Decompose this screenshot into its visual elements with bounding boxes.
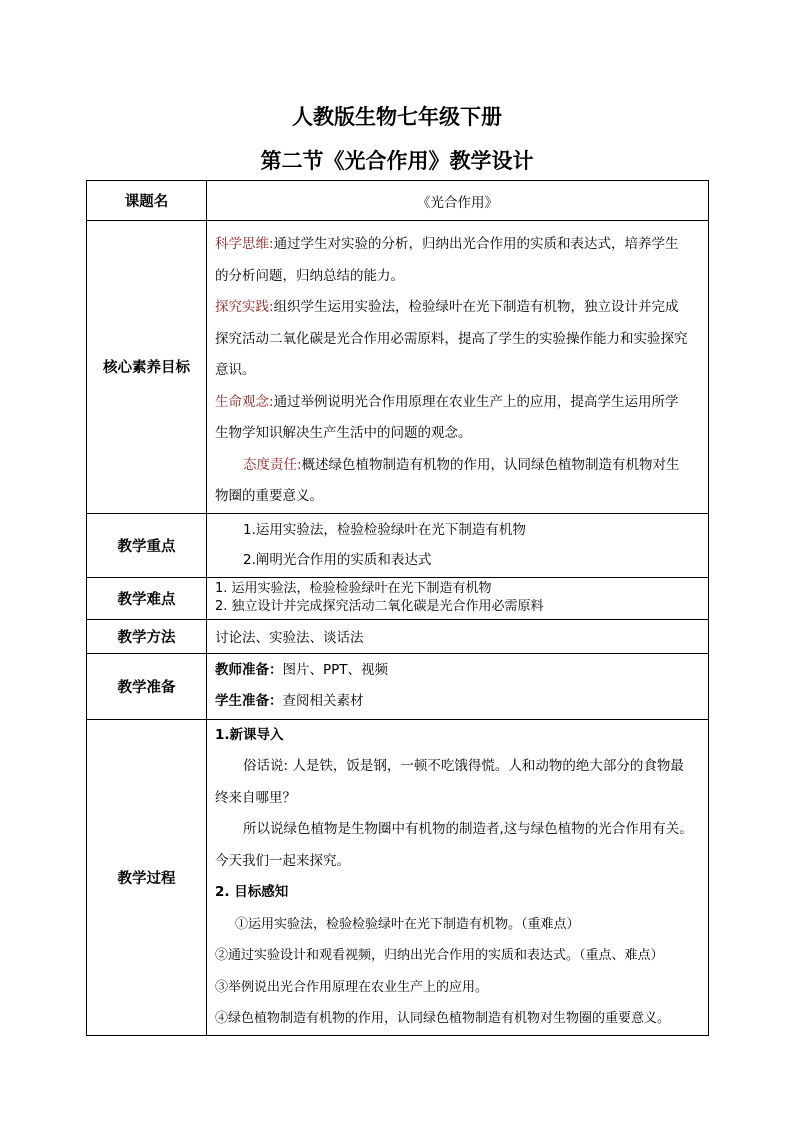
value-key-points bbox=[207, 513, 709, 577]
goal-2: ②通过实验设计和观看视频，归纳出光合作用的实质和表达式。（重点、难点） bbox=[215, 948, 664, 963]
key-point-2: 2.阐明光合作用的实质和表达式 bbox=[243, 552, 432, 568]
document-title: 人教版生物七年级下册 bbox=[292, 104, 502, 129]
goal-4: ④绿色植物制造有机物的作用，认同绿色植物制造有机物对生物圈的重要意义。 bbox=[215, 1011, 671, 1026]
core-item-thinking: 科学思维:通过学生对实验的分析，归纳出光合作用的实质和表达式，培养学生 的分析问题，归纳总结的能力。 bbox=[215, 236, 679, 284]
table-row-preparation bbox=[87, 653, 709, 719]
process-paragraph-2: 所以说绿色植物是生物圈中有机物的制造者,这与绿色植物的光合作用有关。 今天我们一起来探究。 bbox=[215, 821, 693, 869]
process-heading-goals: 2. 目标感知 bbox=[215, 884, 289, 900]
label-topic: 课题名 bbox=[87, 181, 207, 221]
key-point-1: 1.运用实验法，检验检验绿叶在光下制造有机物 bbox=[243, 522, 526, 538]
label-preparation: 教学准备 bbox=[87, 653, 207, 719]
label-key-points: 教学重点 bbox=[87, 513, 207, 577]
teacher-prep: 教师准备：图片、PPT、视频 bbox=[215, 662, 389, 678]
value-topic: 《光合作用》 bbox=[207, 181, 709, 221]
difficulty-1: 1. 运用实验法，检验检验绿叶在光下制造有机物 bbox=[215, 581, 492, 596]
value-process bbox=[207, 719, 709, 1035]
table-row-methods bbox=[87, 619, 709, 653]
table-row-key-points bbox=[87, 513, 709, 577]
student-prep: 学生准备：查阅相关素材 bbox=[215, 693, 364, 709]
process-paragraph-1: 俗话说: 人是铁，饭是钢，一顿不吃饿得慌。人和动物的绝大部分的食物最 终来自哪里？ bbox=[215, 758, 684, 806]
process-heading-intro: 1.新课导入 bbox=[215, 726, 284, 743]
value-methods: 讨论法、实验法、谈话法 bbox=[207, 619, 709, 653]
goal-3: ③举例说出光合作用原理在农业生产上的应用。 bbox=[215, 979, 489, 995]
goal-1: ①运用实验法，检验检验绿叶在光下制造有机物。（重难点） bbox=[235, 916, 580, 932]
value-preparation bbox=[207, 653, 709, 719]
document-subtitle: 第二节《光合作用》教学设计 bbox=[260, 148, 534, 173]
lesson-plan-table bbox=[86, 180, 709, 1036]
label-core: 核心素养目标 bbox=[87, 221, 207, 514]
label-difficulties: 教学难点 bbox=[87, 577, 207, 619]
core-item-practice: 探究实践:组织学生运用实验法，检验绿叶在光下制造有机物，独立设计并完成 探究活动二氧化碳是光合作用必需原料，提高了学生的实验操作能力和实验探究 意识。 bbox=[215, 299, 688, 378]
table-row-core bbox=[87, 221, 709, 514]
label-methods: 教学方法 bbox=[87, 619, 207, 653]
label-process: 教学过程 bbox=[87, 719, 207, 1035]
value-core bbox=[207, 221, 709, 514]
core-item-attitude: 态度责任:概述绿色植物制造有机物的作用，认同绿色植物制造有机物对生 物圈的重要意义。 bbox=[215, 456, 680, 504]
table-row-topic bbox=[87, 181, 709, 221]
core-item-life: 生命观念:通过举例说明光合作用原理在农业生产上的应用，提高学生运用所学 生物学知识解决生产生活中的问题的观念。 bbox=[215, 393, 679, 441]
table-row-process bbox=[87, 719, 709, 1035]
table-row-difficulties bbox=[87, 577, 709, 619]
difficulty-2: 2. 独立设计并完成探究活动二氧化碳是光合作用必需原料 bbox=[215, 599, 544, 614]
value-difficulties bbox=[207, 577, 709, 619]
